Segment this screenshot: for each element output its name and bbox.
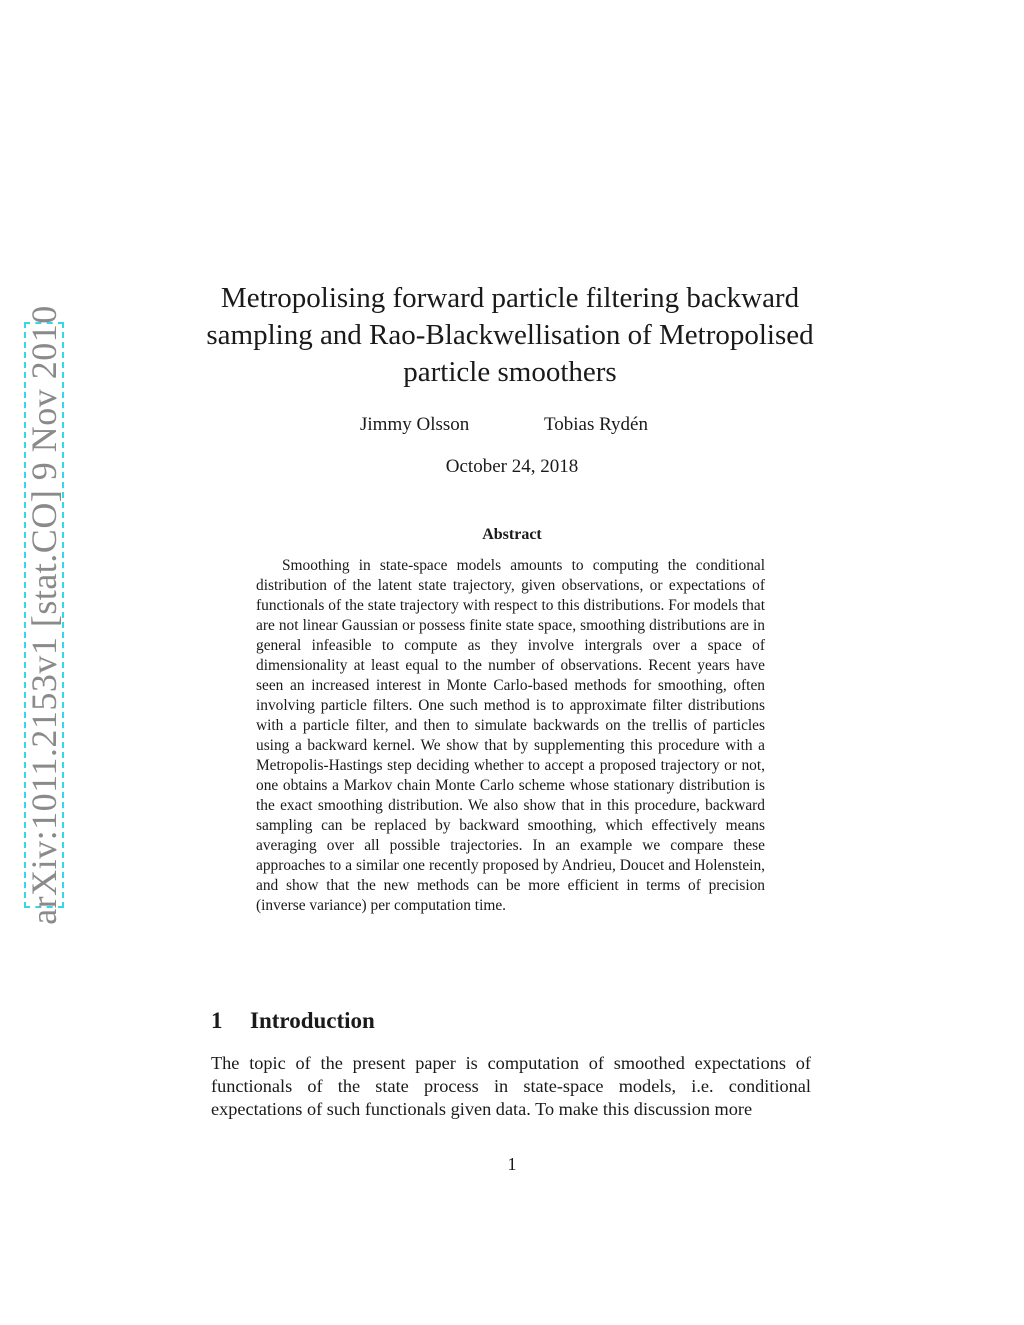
- arxiv-identifier-text: arXiv:1011.2153v1 [stat.CO] 9 Nov 2010: [24, 305, 64, 925]
- abstract-heading: Abstract: [482, 526, 542, 543]
- author-name: Jimmy Olsson: [360, 414, 470, 435]
- section-number: 1: [211, 1008, 223, 1033]
- abstract-text: Smoothing in state-space models amounts to computing the conditional distribution of the latent state trajectory, given observations, or expectations of functionals of the state trajectory with respect to this distributions. For models that are not linear Gaussian or possess finite state space, smoothing distributions are in general infeasible to compute as they involve intergrals over a space of dimensionality at least equal to the number of observations. Recent years have seen an increased interest in Monte Carlo-based methods for smoothing, often involving particle filters. One such method is to approximate filter distributions with a particle filter, and then to simulate backwards on the trellis of particles using a backward kernel. We show that by supplementing this procedure with a Metropolis-Hastings step deciding whether to accept a proposed trajectory or not, one obtains a Markov chain Monte Carlo scheme whose stationary distribution is the exact smoothing distribution. We also show that in this procedure, backward sampling can be replaced by backward smoothing, which effectively means averaging over all possible trajectories. In an example we compare these approaches to a similar one recently proposed by Andrieu, Doucet and Holenstein, and show that the new methods can be more efficient in terms of precision (inverse variance) per computation time.: [256, 557, 765, 914]
- publication-date: October 24, 2018: [445, 456, 579, 477]
- author-name: Tobias Rydén: [544, 414, 648, 435]
- page-number: 1: [507, 1154, 517, 1174]
- section-title: Introduction: [250, 1008, 375, 1033]
- paper-title: Metropolising forward particle filtering backward sampling and Rao-Blackwellisation of Metropolised particle smoothers: [206, 282, 814, 388]
- arxiv-identifier-stamp: [24, 305, 64, 925]
- section-heading: [211, 1008, 375, 1034]
- introduction-text: The topic of the present paper is computation of smoothed expectations of functionals of the state process in state-space models, i.e. conditional expectations of such functionals given data. To make this discussion more: [211, 1053, 811, 1119]
